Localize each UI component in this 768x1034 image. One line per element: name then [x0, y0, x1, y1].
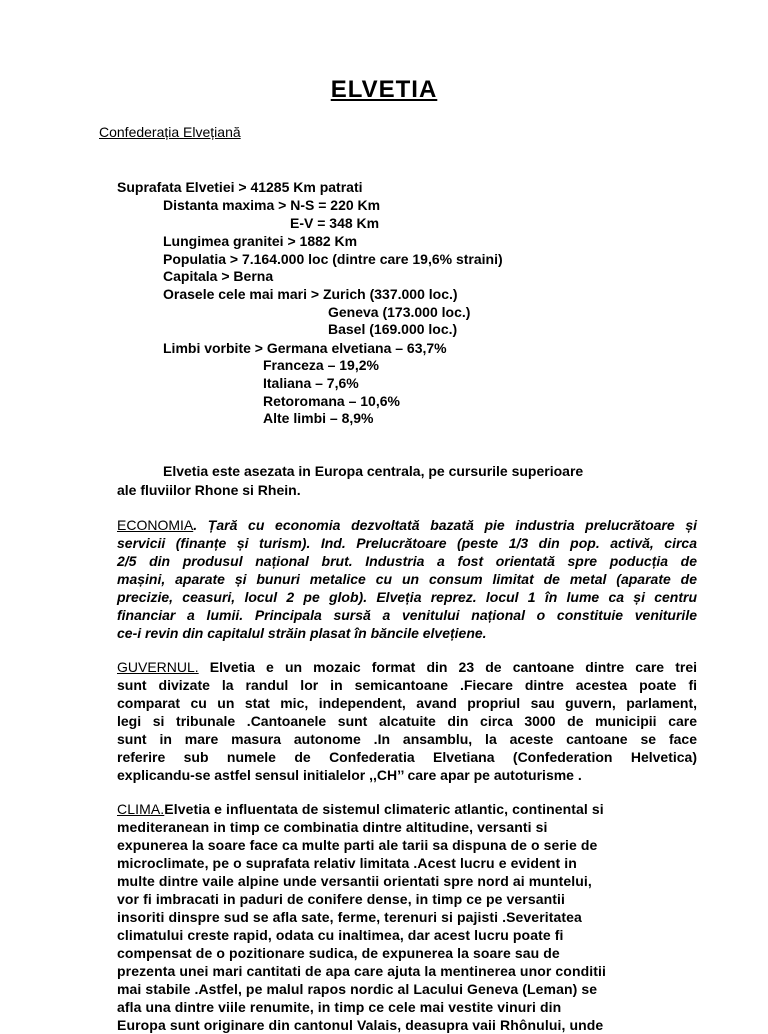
clima-line: insoriti dinspre sud se afla sate, ferme, terenuri si pajisti .Severitatea: [117, 909, 582, 925]
fact-line: Lungimea granitei > 1882 Km: [163, 233, 358, 249]
economia-line: ce-i revin din capitalul străin plasat în băncile elvețiene.: [117, 625, 487, 641]
clima-line: prezenta unei mari cantitati de apa care ajuta la mentinerea unor conditii: [117, 963, 606, 979]
guvernul-line: referire sub numele de Confederatia Elvetiana (Confederation Helvetica): [117, 749, 697, 765]
fact-line: Italiana – 7,6%: [263, 375, 359, 391]
page-subtitle: Confederația Elvețiană: [99, 124, 241, 140]
fact-line: Capitala > Berna: [163, 268, 274, 284]
clima-line-0: CLIMA.Elvetia e influentata de sistemul climateric atlantic, continental si: [117, 801, 604, 817]
page-title: ELVETIA: [330, 76, 438, 103]
clima-line: climatului creste rapid, odata cu inaltimea, dar acest lucru poate fi: [117, 927, 564, 943]
guvernul-line: sunt divizate la randul lor in semicantoane .Fiecare dintre acestea poate fi: [117, 677, 697, 693]
fact-line: Basel (169.000 loc.): [328, 321, 458, 337]
clima-heading: CLIMA.: [117, 801, 165, 817]
clima-line: mai stabile .Astfel, pe malul rapos nordic al Lacului Geneva (Leman) se: [117, 981, 598, 997]
economia-line: mașini, aparate și bunuri metalice cu un consum limitat de metal (aparate de: [117, 571, 697, 587]
economia-line-0: ECONOMIA. Țară cu economia dezvoltată bazată pie industria prelucrătoare și: [117, 517, 697, 533]
fact-line: Retoromana – 10,6%: [263, 393, 400, 409]
clima-line: microclimate, pe o suprafata relativ limitata .Acest lucru e evident in: [117, 855, 577, 871]
economia-line: 2/5 din produsul național brut. Industria a fost orientată spre poducția de: [117, 553, 697, 569]
clima-line: vor fi imbracati in paduri de conifere dense, in timp ce pe versantii: [117, 891, 566, 907]
economia-paragraph: [117, 516, 697, 642]
intro-line: Elvetia este asezata in Europa centrala, pe cursurile superioare: [163, 463, 584, 479]
fact-line: Franceza – 19,2%: [263, 357, 379, 373]
guvernul-line-0: GUVERNUL. Elvetia e un mozaic format din 23 de cantoane dintre care trei: [117, 659, 697, 675]
fact-line: Suprafata Elvetiei > 41285 Km patrati: [117, 179, 363, 195]
clima-line: compensat de o pozitionare sudica, de expunerea la soare sau de: [117, 945, 560, 961]
clima-line: afla una dintre viile renumite, in timp ce cele mai vestite vinuri din: [117, 999, 562, 1015]
guvernul-line: comparat cu un stat mic, independent, avand propriul sau guvern, parlament,: [117, 695, 697, 711]
guvernul-paragraph: [117, 658, 697, 784]
economia-line: servicii (finanțe și turism). Ind. Prelucrătoare (peste 1/3 din pop. activă, circa: [117, 535, 697, 551]
economia-line: precizie, ceasuri, locul 2 pe glob). Elveția reprez. locul 1 în lume ca și centru: [117, 589, 697, 605]
intro-line: ale fluviilor Rhone si Rhein.: [117, 482, 301, 498]
economia-line: financiar a lumii. Principala sursă a venitului național o constituie veniturile: [117, 607, 697, 623]
fact-line: Limbi vorbite > Germana elvetiana – 63,7%: [163, 340, 447, 356]
clima-line: mediteranean in timp ce combinatia dintre altitudine, versanti si: [117, 819, 548, 835]
fact-line: Orasele cele mai mari > Zurich (337.000 loc.): [163, 286, 458, 302]
clima-paragraph: [117, 800, 677, 1034]
fact-line: Populatia > 7.164.000 loc (dintre care 19,6% straini): [163, 251, 503, 267]
fact-line: Distanta maxima > N-S = 220 Km: [163, 197, 381, 213]
guvernul-line: explicandu-se astfel sensul initialelor ,,CH’’ care apar pe autoturisme .: [117, 767, 582, 783]
guvernul-heading: GUVERNUL.: [117, 659, 199, 675]
fact-line: Alte limbi – 8,9%: [263, 410, 374, 426]
clima-line: expunerea la soare face ca multe parti ale tarii sa dispuna de o serie de: [117, 837, 598, 853]
clima-line: multe dintre vaile alpine unde versantii orientati spre nord ai muntelui,: [117, 873, 592, 889]
fact-line: Geneva (173.000 loc.): [328, 304, 471, 320]
economia-heading: ECONOMIA: [117, 517, 194, 533]
fact-line: E-V = 348 Km: [290, 215, 380, 231]
guvernul-line: sunt in mare masura autonome .In ansamblu, la aceste cantoane se face: [117, 731, 697, 747]
guvernul-line: legi si tribunale .Cantoanele sunt alcatuite din circa 3000 de municipii care: [117, 713, 697, 729]
clima-line: Europa sunt originare din cantonul Valais, deasupra vaii Rhônului, unde: [117, 1017, 604, 1033]
